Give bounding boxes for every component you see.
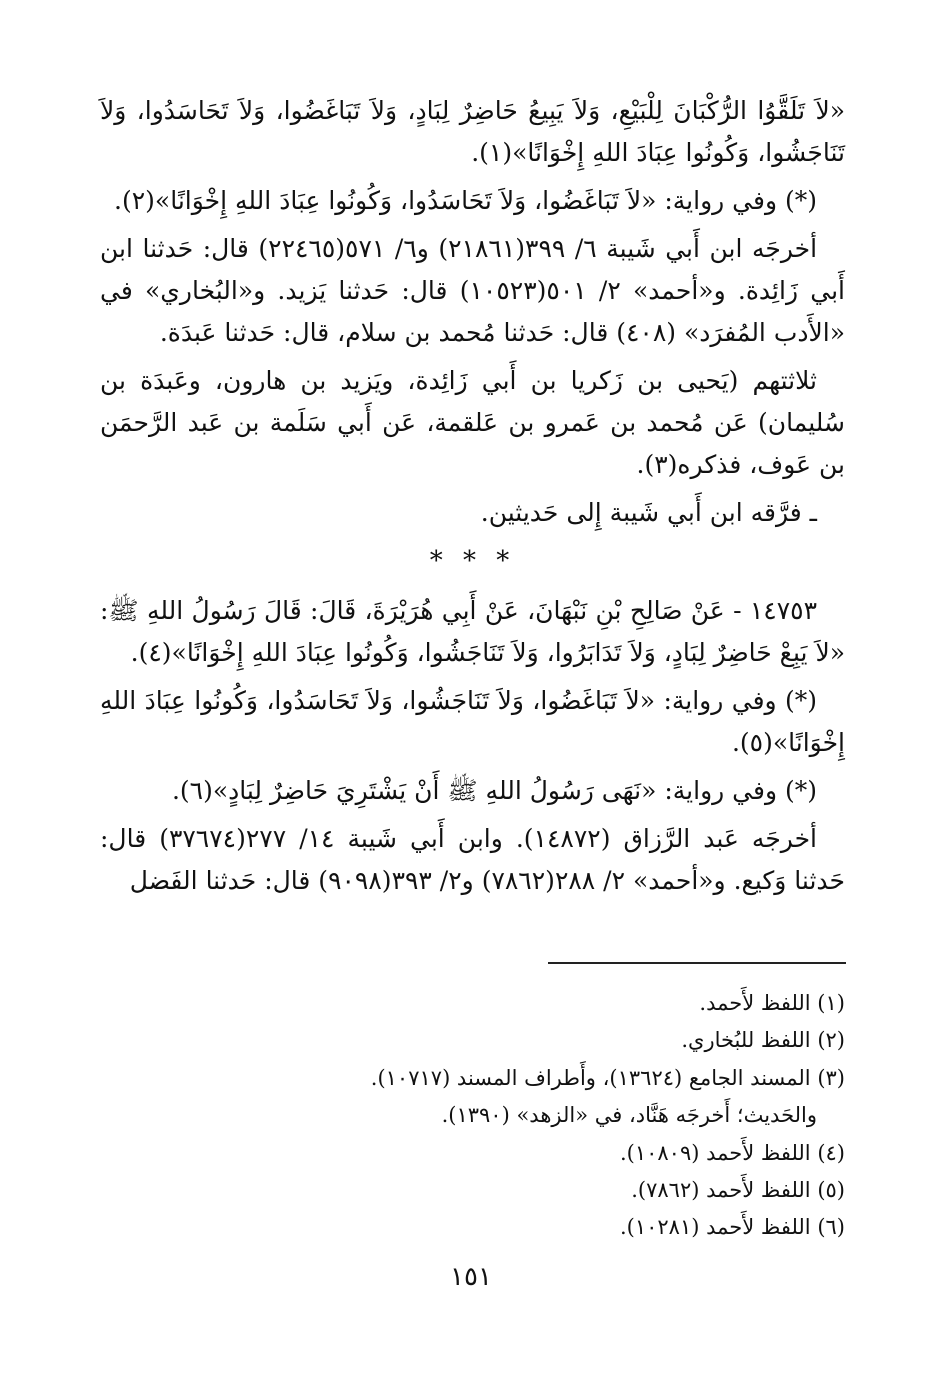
- isnad-paragraph: ثلاثتهم (يَحيى بن زَكريا بن أَبي زَائِدة، ويَزيد بن هارون، وعَبدَة بن سُليمان) عَن مُحمد بن عَمرو بن عَلقمة، عَن أَبي سَلَمة بن عَبد الرَّحمَن بن عَوف، فذكره(٣).: [100, 366, 845, 479]
- footnote-4: (٤) اللفظ لأَحمد (١٠٨٠٩).: [619, 1140, 845, 1165]
- hadith-14753: ١٤٧٥٣ - عَنْ صَالِحِ بْنِ نَبْهَانَ، عَنْ أَبِي هُرَيْرَةَ، قَالَ: قَالَ رَسُولُ اللهِ ﷺ: «لاَ يَبِعْ حَاضِرٌ لِبَادٍ، وَلاَ تَدَابَرُوا، وَلاَ تَنَاجَشُوا، وَكُونُوا عِبَادَ اللهِ إِخْوَانًا»(٤).: [100, 595, 845, 667]
- narration-variant-2: (*) وفي رواية: «لاَ تَبَاغَضُوا، وَلاَ تَنَاجَشُوا، وَلاَ تَحَاسَدُوا، وَكُونُوا عِبَادَ اللهِ إِخْوَانًا»(٥).: [100, 685, 845, 757]
- main-text: [100, 90, 845, 908]
- footnotes: [100, 985, 845, 1247]
- footnote-3: (٣) المسند الجامع (١٣٦٢٤)، وأَطراف المسند (١٠٧١٧).: [370, 1065, 845, 1090]
- takhrij-paragraph-2: أخرجَه عَبد الرَّزاق (١٤٨٧٢). وابن أَبي شَيبة ١٤/ ٢٧٧(٣٧٦٧٤) قال: حَدثنا وَكيع. و«أحمد» ٢/ ٢٨٨(٧٨٦٢) و٢/ ٣٩٣(٩٠٩٨) قال: حَدثنا الفَضل: [100, 823, 845, 895]
- narration-variant: (*) وفي رواية: «لاَ تَبَاغَضُوا، وَلاَ تَحَاسَدُوا، وَكُونُوا عِبَادَ اللهِ إِخْوَانًا»(٢).: [114, 186, 817, 215]
- footnote-5: (٥) اللفظ لأَحمد (٧٨٦٢).: [631, 1177, 845, 1202]
- note-paragraph: ـ فرَّقه ابن أَبي شَيبة إِلى حَديثين.: [480, 498, 817, 527]
- hadith-text-continued: «لاَ تَلَقَّوُا الرُّكْبَانَ لِلْبَيْعِ، وَلاَ يَبِيعُ حَاضِرٌ لِبَادٍ، وَلاَ تَبَاغَضُوا، وَلاَ تَحَاسَدُوا، وَلاَ تَنَاجَشُوا، وَكُونُوا عِبَادَ اللهِ إِخْوَانًا»(١).: [100, 96, 845, 167]
- footnote-3-continuation: والحَديث؛ أَخرجَه هَنَّاد، في «الزهد» (١٣٩٠).: [441, 1103, 817, 1128]
- footnote-2: (٢) اللفظ للبُخاري.: [681, 1028, 845, 1053]
- footnote-6: (٦) اللفظ لأَحمد (١٠٢٨١).: [619, 1215, 845, 1240]
- takhrij-paragraph: أخرجَه ابن أَبي شَيبة ٦/ ٣٩٩(٢١٨٦١) و٦/ ٥٧١(٢٢٤٦٥) قال: حَدثنا ابن أَبي زَائِدة. و«أحمد» ٢/ ٥٠١(١٠٥٢٣) قال: حَدثنا يَزيد. و«البُخاري» في «الأَدب المُفرَد» (٤٠٨) قال: حَدثنا مُحمد بن سلام، قال: حَدثنا عَبدَة.: [100, 234, 845, 347]
- footnote-1: (١) اللفظ لأَحمد.: [699, 991, 845, 1015]
- section-separator: * * *: [429, 546, 516, 576]
- footnote-separator: [548, 962, 846, 964]
- narration-variant-3: (*) وفي رواية: «نَهَى رَسُولُ اللهِ ﷺ أَنْ يَشْتَرِيَ حَاضِرٌ لِبَادٍ»(٦).: [171, 775, 817, 805]
- page-number: ١٥١: [450, 1262, 492, 1292]
